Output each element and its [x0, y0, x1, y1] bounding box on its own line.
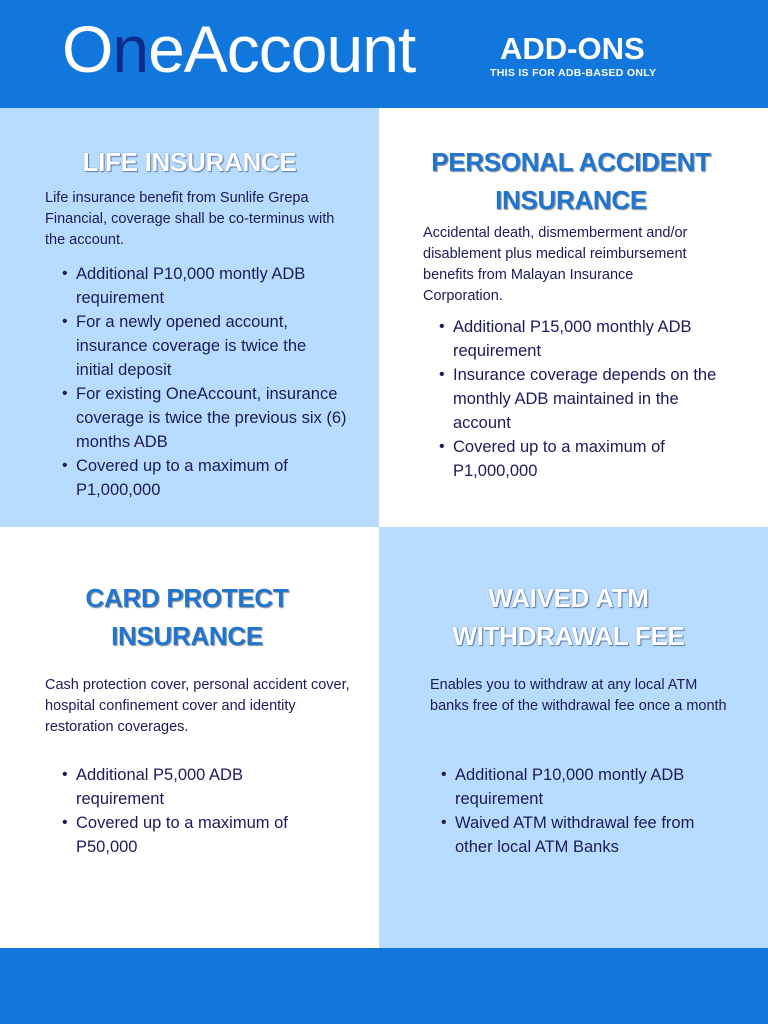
list-item: • Additional P10,000 montly ADB requirement [441, 763, 721, 811]
panel-title: PERSONAL ACCIDENT INSURANCE [431, 147, 711, 215]
panel-description: Accidental death, dismemberment and/or disablement plus medical reimbursement benefits from Malayan Insurance Corporation. [423, 225, 688, 304]
brand-logo: OneAccount [62, 12, 416, 86]
header-banner [0, 0, 768, 108]
panel-description: Life insurance benefit from Sunlife Grepa Financial, coverage shall be co-terminus with the account. [45, 190, 335, 248]
panel-description: Cash protection cover, personal accident cover, hospital confinement cover and identity restoration coverages. [45, 677, 350, 735]
panel-title: WAIVED ATM WITHDRAWAL FEE [452, 583, 685, 651]
panel-title: CARD PROTECT INSURANCE [85, 583, 289, 651]
list-item: • Waived ATM withdrawal fee from other local ATM Banks [441, 811, 721, 859]
benefits-list [62, 763, 332, 859]
benefits-list [439, 315, 729, 483]
panel-waived-atm [379, 527, 768, 948]
panel-card-protect [0, 527, 379, 948]
list-item: • Covered up to a maximum of P1,000,000 [62, 454, 347, 502]
list-item: • Insurance coverage depends on the monthly ADB maintained in the account [439, 363, 729, 435]
list-item: • Additional P15,000 monthly ADB requirement [439, 315, 729, 363]
panel-title: LIFE INSURANCE [82, 147, 297, 177]
list-item: • For a newly opened account, insurance coverage is twice the initial deposit [62, 310, 347, 382]
addons-heading: ADD-ONS [500, 31, 645, 66]
footer-banner [0, 948, 768, 1024]
list-item: • Additional P10,000 montly ADB requirement [62, 262, 347, 310]
benefits-list [62, 262, 347, 502]
panel-life-insurance [0, 108, 379, 527]
list-item: • Covered up to a maximum of P50,000 [62, 811, 332, 859]
list-item: • For existing OneAccount, insurance coverage is twice the previous six (6) months ADB [62, 382, 347, 454]
panel-personal-accident [379, 108, 768, 527]
list-item: • Covered up to a maximum of P1,000,000 [439, 435, 729, 483]
panel-description: Enables you to withdraw at any local ATM banks free of the withdrawal fee once a month [430, 677, 727, 714]
list-item: • Additional P5,000 ADB requirement [62, 763, 332, 811]
adb-note: THIS IS FOR ADB-BASED ONLY [490, 67, 657, 79]
benefits-list [441, 763, 721, 859]
